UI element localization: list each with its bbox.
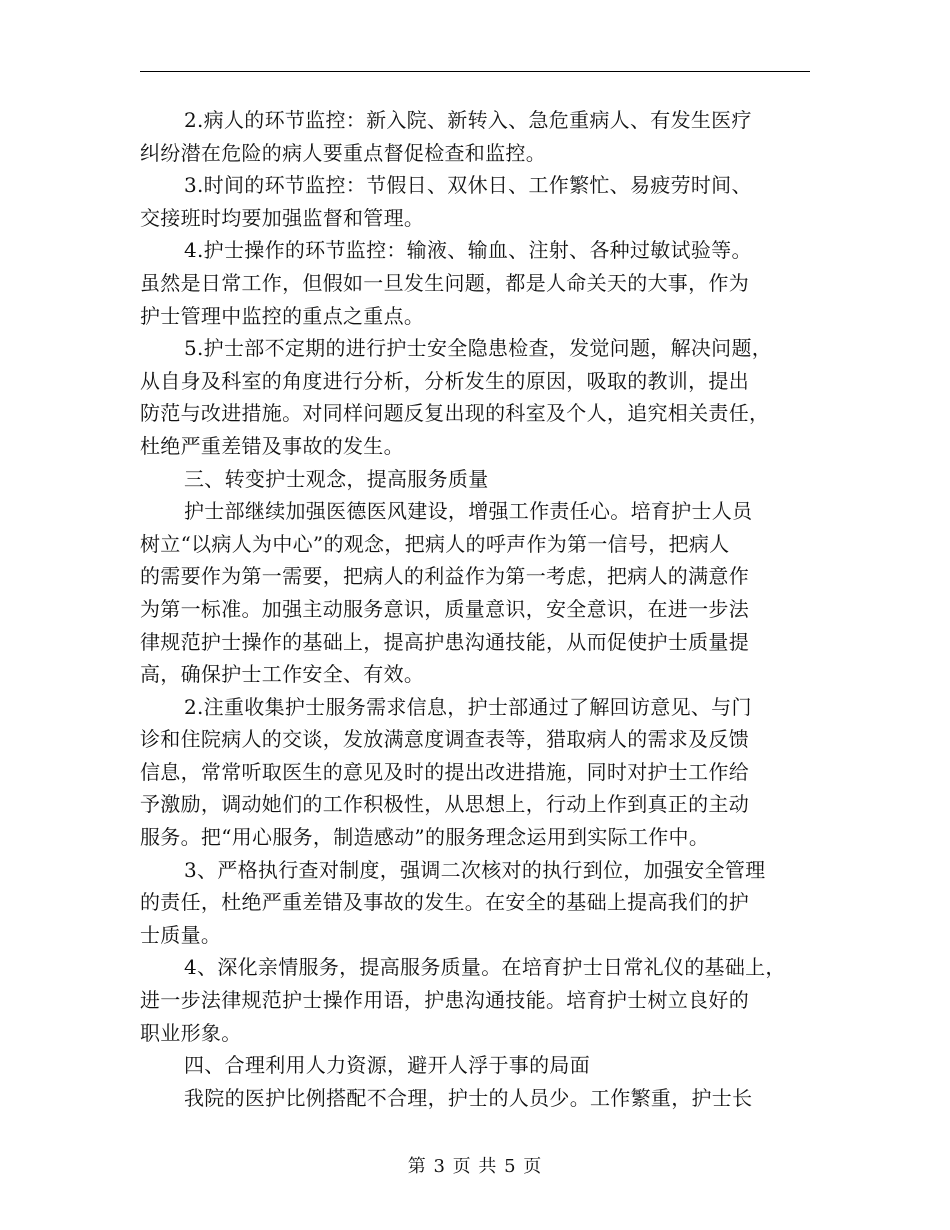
- header-rule: [140, 71, 810, 72]
- paragraph-line: 从自身及科室的角度进行分析，分析发生的原因，吸取的教训，提出: [140, 368, 749, 393]
- paragraph-line: 信息，常常听取医生的意见及时的提出改进措施，同时对护士工作给: [140, 759, 749, 784]
- page-number-label: 第 3 页 共 5 页: [407, 1156, 543, 1177]
- paragraph-line: 虽然是日常工作，但假如一旦发生问题，都是人命关天的大事，作为: [140, 270, 749, 295]
- paragraph-line: 纠纷潜在危险的病人要重点督促检查和监控。: [140, 140, 546, 165]
- paragraph-line: 2.注重收集护士服务需求信息，护士部通过了解回访意见、与门: [184, 694, 752, 719]
- paragraph-line: 4、深化亲情服务，提高服务质量。在培育护士日常礼仪的基础上，: [184, 955, 786, 980]
- paragraph-line: 为第一标准。加强主动服务意识，质量意识，安全意识，在进一步法: [140, 596, 749, 621]
- paragraph-line: 护士部继续加强医德医风建设，增强工作责任心。培育护士人员: [184, 499, 753, 524]
- body-text: [140, 104, 812, 1114]
- paragraph-line: 高，确保护士工作安全、有效。: [140, 662, 425, 687]
- section-heading: 四、合理利用人力资源，避开人浮于事的局面: [184, 1053, 590, 1078]
- page-footer: [0, 1152, 950, 1178]
- section-heading: 三、转变护士观念，提高服务质量: [184, 466, 489, 491]
- paragraph-line: 护士管理中监控的重点之重点。: [140, 303, 425, 328]
- paragraph-line: 诊和住院病人的交谈，发放满意度调查表等，猎取病人的需求及反馈: [140, 727, 749, 752]
- paragraph-line: 服务。把“用心服务，制造感动”的服务理念运用到实际工作中。: [140, 825, 710, 850]
- paragraph-line: 的责任，杜绝严重差错及事故的发生。在安全的基础上提高我们的护: [140, 890, 749, 915]
- paragraph-line: 予激励，调动她们的工作积极性，从思想上，行动上作到真正的主动: [140, 792, 749, 817]
- paragraph-line: 进一步法律规范护士操作用语，护患沟通技能。培育护士树立良好的: [140, 988, 749, 1013]
- paragraph-line: 交接班时均要加强监督和管理。: [140, 205, 425, 230]
- paragraph-line: 2.病人的环节监控：新入院、新转入、急危重病人、有发生医疗: [184, 108, 752, 132]
- paragraph-line: 律规范护士操作的基础上，提高护患沟通技能，从而促使护士质量提: [140, 629, 749, 654]
- paragraph-line: 4.护士操作的环节监控：输液、输血、注射、各种过敏试验等。: [184, 238, 752, 263]
- paragraph-line: 3、严格执行查对制度，强调二次核对的执行到位，加强安全管理: [184, 857, 766, 882]
- paragraph-line: 5.护士部不定期的进行护士安全隐患检查，发觉问题，解决问题，: [184, 336, 773, 361]
- paragraph-line: 3.时间的环节监控：节假日、双休日、工作繁忙、易疲劳时间、: [184, 173, 752, 198]
- paragraph-line: 职业形象。: [140, 1020, 242, 1045]
- paragraph-line: 防范与改进措施。对同样问题反复出现的科室及个人，追究相关责任，: [140, 401, 770, 426]
- paragraph-line: 我院的医护比例搭配不合理，护士的人员少。工作繁重，护士长: [184, 1085, 753, 1110]
- paragraph-line: 杜绝严重差错及事故的发生。: [140, 433, 404, 458]
- paragraph-line: 的需要作为第一需要，把病人的利益作为第一考虑，把病人的满意作: [140, 564, 749, 589]
- paragraph-line: 树立“以病人为中心”的观念，把病人的呼声作为第一信号，把病人: [140, 531, 730, 556]
- paragraph-line: 士质量。: [140, 922, 222, 947]
